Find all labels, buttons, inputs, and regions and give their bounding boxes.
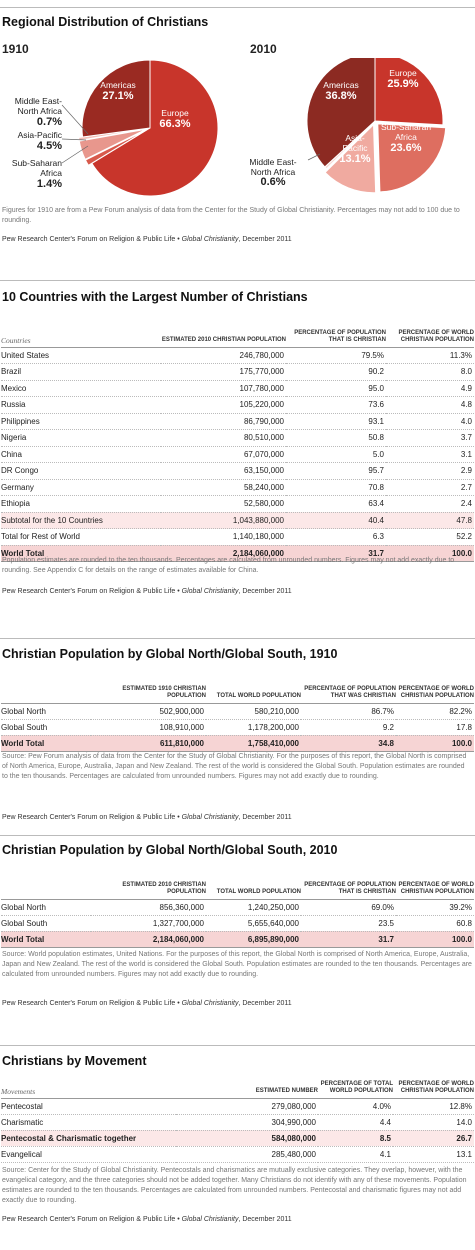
pie2010-label-asia: Asia- Pacific 13.1% bbox=[339, 133, 371, 165]
movements-credit: Pew Research Center's Forum on Religion & Public Life • Global Christianity, December 2011 bbox=[2, 1216, 292, 1223]
table-cell: 63,150,000 bbox=[161, 463, 286, 480]
table-cell: 79.5% bbox=[286, 347, 386, 364]
pie2010-label-americas: Americas 36.8% bbox=[323, 80, 359, 102]
row-label: Brazil bbox=[1, 364, 161, 381]
pie2010-label-mena: Middle East- North Africa 0.6% bbox=[249, 157, 297, 188]
table-row bbox=[1, 380, 474, 397]
table-cell: 31.7 bbox=[286, 545, 386, 562]
col-header: ESTIMATED NUMBER bbox=[176, 1068, 318, 1098]
table-cell: 2,184,060,000 bbox=[91, 931, 206, 947]
countries-rule bbox=[0, 280, 475, 281]
row-label: Germany bbox=[1, 479, 161, 496]
row-label: Global South bbox=[1, 719, 91, 735]
table-cell: 5.0 bbox=[286, 446, 386, 463]
col-header: PERCENTAGE OF WORLD CHRISTIAN POPULATION bbox=[396, 668, 474, 703]
pie2010-label-europe: Europe 25.9% bbox=[387, 68, 419, 90]
table-cell: 23.5 bbox=[301, 915, 396, 931]
row-label: World Total bbox=[1, 545, 161, 562]
table-cell: 26.7 bbox=[393, 1130, 474, 1146]
table-cell: 67,070,000 bbox=[161, 446, 286, 463]
table-cell: 4.0% bbox=[318, 1098, 393, 1114]
row-label: Pentecostal & Charismatic together bbox=[1, 1130, 176, 1146]
table-cell: 304,990,000 bbox=[176, 1114, 318, 1130]
row-label: World Total bbox=[1, 931, 91, 947]
table-cell: 58,240,000 bbox=[161, 479, 286, 496]
col-header: PERCENTAGE OF WORLD CHRISTIAN POPULATION bbox=[396, 864, 474, 899]
table-row bbox=[1, 931, 474, 947]
row-label: Charismatic bbox=[1, 1114, 176, 1130]
ns2010-note: Source: World population estimates, United Nations. For the purposes of this report, the Global North is comprised of North America, Europe, Australia, Japan and New Zealand. The rest of the world is considered the Global South. Population estimates are rounded to the ten thousands. Percentages are calculated from unrounded numbers. Figures may not add exactly due to rounding. bbox=[2, 951, 472, 978]
table-cell: 73.6 bbox=[286, 397, 386, 414]
countries-note: Population estimates are rounded to the ten thousands. Percentages are calculated from unrounded numbers. Figures may not add exactly due to rounding. See Appendix C for details on the range of estimates available for China. bbox=[2, 557, 455, 574]
table-row bbox=[1, 703, 474, 719]
table-cell: 100.0 bbox=[396, 735, 474, 751]
col-header: PERCENTAGE OF POPULATION THAT IS CHRISTIAN bbox=[286, 314, 386, 347]
table-cell: 4.4 bbox=[318, 1114, 393, 1130]
table-cell: 4.9 bbox=[386, 380, 474, 397]
table-row bbox=[1, 430, 474, 447]
ns2010-credit: Pew Research Center's Forum on Religion & Public Life • Global Christianity, December 2011 bbox=[2, 1000, 292, 1007]
year-2010-label: 2010 bbox=[250, 42, 277, 56]
table-cell: 1,758,410,000 bbox=[206, 735, 301, 751]
movements-note: Source: Center for the Study of Global Christianity. Pentecostals and charismatics are mutually exclusive categories. They overlap, however, with the evangelical category, and the three categories should not be added together. Many Christians do not identify with any of these movements. Population estimates are rounded to the ten thousands. Percentages are calculated from unrounded numbers. Pentecostal and charismatic figures may not add exactly due to rounding. bbox=[2, 1167, 467, 1204]
table-cell: 11.3% bbox=[386, 347, 474, 364]
table-cell: 100.0 bbox=[386, 545, 474, 562]
table-cell: 107,780,000 bbox=[161, 380, 286, 397]
table-cell: 279,080,000 bbox=[176, 1098, 318, 1114]
table-cell: 2.7 bbox=[386, 479, 474, 496]
row-label: Russia bbox=[1, 397, 161, 414]
table-cell: 34.8 bbox=[301, 735, 396, 751]
table-cell: 2.9 bbox=[386, 463, 474, 480]
col-header: Movements bbox=[1, 1068, 176, 1098]
row-label: Evangelical bbox=[1, 1146, 176, 1162]
pie1910-label-mena: Middle East- North Africa 0.7% bbox=[14, 96, 62, 128]
ns1910-credit: Pew Research Center's Forum on Religion & Public Life • Global Christianity, December 2011 bbox=[2, 814, 292, 821]
table-row bbox=[1, 899, 474, 915]
table-cell: 2.4 bbox=[386, 496, 474, 513]
table-row bbox=[1, 529, 474, 546]
table-row bbox=[1, 1098, 474, 1114]
table-cell: 584,080,000 bbox=[176, 1130, 318, 1146]
row-label: Philippines bbox=[1, 413, 161, 430]
table-cell: 108,910,000 bbox=[91, 719, 206, 735]
table-cell: 1,043,880,000 bbox=[161, 512, 286, 529]
col-header: PERCENTAGE OF WORLD CHRISTIAN POPULATION bbox=[393, 1068, 474, 1098]
table-cell: 1,140,180,000 bbox=[161, 529, 286, 546]
table-row bbox=[1, 1114, 474, 1130]
countries-table bbox=[1, 314, 474, 562]
table-row bbox=[1, 446, 474, 463]
ns1910-table bbox=[1, 668, 474, 752]
movements-title: Christians by Movement bbox=[2, 1054, 147, 1068]
pies-note: Figures for 1910 are from a Pew Forum analysis of data from the Center for the Study of Global Christianity. Percentages may not add to 100 due to rounding. bbox=[2, 207, 460, 224]
table-cell: 63.4 bbox=[286, 496, 386, 513]
row-label: Global North bbox=[1, 899, 91, 915]
row-label: Total for Rest of World bbox=[1, 529, 161, 546]
table-cell: 86.7% bbox=[301, 703, 396, 719]
movements-rule bbox=[0, 1045, 475, 1046]
table-cell: 8.0 bbox=[386, 364, 474, 381]
pie1910-label-europe: Europe 66.3% bbox=[159, 108, 191, 130]
table-row bbox=[1, 364, 474, 381]
table-cell: 5,655,640,000 bbox=[206, 915, 301, 931]
col-header: PERCENTAGE OF WORLD CHRISTIAN POPULATION bbox=[386, 314, 474, 347]
row-label: Global South bbox=[1, 915, 91, 931]
top-rule bbox=[0, 7, 475, 8]
col-header: TOTAL WORLD POPULATION bbox=[206, 864, 301, 899]
table-cell: 6.3 bbox=[286, 529, 386, 546]
table-row bbox=[1, 1146, 474, 1162]
table-cell: 4.1 bbox=[318, 1146, 393, 1162]
row-label: Global North bbox=[1, 703, 91, 719]
col-header bbox=[1, 864, 91, 899]
table-row bbox=[1, 413, 474, 430]
table-row bbox=[1, 347, 474, 364]
year-1910-label: 1910 bbox=[2, 42, 29, 56]
table-cell: 3.1 bbox=[386, 446, 474, 463]
col-header bbox=[1, 668, 91, 703]
table-cell: 82.2% bbox=[396, 703, 474, 719]
table-cell: 4.8 bbox=[386, 397, 474, 414]
pie1910-label-asia: Asia-Pacific 4.5% bbox=[17, 130, 62, 152]
pie1910-label-ssa: Sub-Saharan Africa 1.4% bbox=[11, 158, 62, 190]
row-label: Subtotal for the 10 Countries bbox=[1, 512, 161, 529]
row-label: Ethiopia bbox=[1, 496, 161, 513]
table-cell: 1,178,200,000 bbox=[206, 719, 301, 735]
table-cell: 93.1 bbox=[286, 413, 386, 430]
ns2010-table bbox=[1, 864, 474, 948]
table-cell: 60.8 bbox=[396, 915, 474, 931]
table-cell: 175,770,000 bbox=[161, 364, 286, 381]
table-cell: 90.2 bbox=[286, 364, 386, 381]
countries-title: 10 Countries with the Largest Number of Christians bbox=[2, 290, 308, 304]
table-cell: 52,580,000 bbox=[161, 496, 286, 513]
col-header: TOTAL WORLD POPULATION bbox=[206, 668, 301, 703]
table-cell: 502,900,000 bbox=[91, 703, 206, 719]
table-cell: 95.0 bbox=[286, 380, 386, 397]
table-cell: 285,480,000 bbox=[176, 1146, 318, 1162]
table-row bbox=[1, 463, 474, 480]
table-cell: 1,327,700,000 bbox=[91, 915, 206, 931]
table-cell: 80,510,000 bbox=[161, 430, 286, 447]
ns2010-rule bbox=[0, 835, 475, 836]
table-cell: 4.0 bbox=[386, 413, 474, 430]
table-row bbox=[1, 512, 474, 529]
col-header: PERCENTAGE OF POPULATION THAT IS CHRISTIAN bbox=[301, 864, 396, 899]
table-cell: 86,790,000 bbox=[161, 413, 286, 430]
table-cell: 580,210,000 bbox=[206, 703, 301, 719]
table-cell: 12.8% bbox=[393, 1098, 474, 1114]
table-cell: 39.2% bbox=[396, 899, 474, 915]
table-row bbox=[1, 915, 474, 931]
row-label: Nigeria bbox=[1, 430, 161, 447]
countries-credit: Pew Research Center's Forum on Religion & Public Life • Global Christianity, December 2011 bbox=[2, 588, 292, 595]
table-row bbox=[1, 397, 474, 414]
col-header: ESTIMATED 1910 CHRISTIAN POPULATION bbox=[91, 668, 206, 703]
table-row bbox=[1, 735, 474, 751]
table-cell: 95.7 bbox=[286, 463, 386, 480]
table-row bbox=[1, 1130, 474, 1146]
table-row bbox=[1, 479, 474, 496]
col-header: PERCENTAGE OF POPULATION THAT WAS CHRISTIAN bbox=[301, 668, 396, 703]
row-label: China bbox=[1, 446, 161, 463]
table-cell: 47.8 bbox=[386, 512, 474, 529]
ns1910-rule bbox=[0, 638, 475, 639]
table-cell: 70.8 bbox=[286, 479, 386, 496]
col-header: PERCENTAGE OF TOTAL WORLD POPULATION bbox=[318, 1068, 393, 1098]
col-header: ESTIMATED 2010 CHRISTIAN POPULATION bbox=[91, 864, 206, 899]
table-cell: 611,810,000 bbox=[91, 735, 206, 751]
row-label: DR Congo bbox=[1, 463, 161, 480]
pie1910-label-americas: Americas 27.1% bbox=[100, 80, 136, 102]
pies-title: Regional Distribution of Christians bbox=[2, 15, 209, 29]
table-cell: 9.2 bbox=[301, 719, 396, 735]
table-cell: 31.7 bbox=[301, 931, 396, 947]
row-label: World Total bbox=[1, 735, 91, 751]
col-header: ESTIMATED 2010 CHRISTIAN POPULATION bbox=[161, 314, 286, 347]
table-cell: 52.2 bbox=[386, 529, 474, 546]
table-cell: 8.5 bbox=[318, 1130, 393, 1146]
table-cell: 50.8 bbox=[286, 430, 386, 447]
pies-credit: Pew Research Center's Forum on Religion & Public Life • Global Christianity, December 2011 bbox=[2, 236, 292, 243]
table-cell: 14.0 bbox=[393, 1114, 474, 1130]
table-cell: 40.4 bbox=[286, 512, 386, 529]
table-cell: 6,895,890,000 bbox=[206, 931, 301, 947]
row-label: United States bbox=[1, 347, 161, 364]
movements-table bbox=[1, 1068, 474, 1163]
table-cell: 1,240,250,000 bbox=[206, 899, 301, 915]
table-cell: 856,360,000 bbox=[91, 899, 206, 915]
table-row bbox=[1, 719, 474, 735]
table-cell: 13.1 bbox=[393, 1146, 474, 1162]
col-header: Countries bbox=[1, 314, 161, 347]
ns1910-title: Christian Population by Global North/Global South, 1910 bbox=[2, 647, 338, 661]
table-cell: 246,780,000 bbox=[161, 347, 286, 364]
table-cell: 100.0 bbox=[396, 931, 474, 947]
table-cell: 69.0% bbox=[301, 899, 396, 915]
table-cell: 17.8 bbox=[396, 719, 474, 735]
pie2010-label-ssa: Sub-Saharan Africa 23.6% bbox=[380, 122, 432, 154]
ns2010-title: Christian Population by Global North/Global South, 2010 bbox=[2, 843, 338, 857]
table-cell: 2,184,060,000 bbox=[161, 545, 286, 562]
row-label: Pentecostal bbox=[1, 1098, 176, 1114]
ns1910-note: Source: Pew Forum analysis of data from the Center for the Study of Global Christianity. For the purposes of this report, the Global North is comprised of North America, Europe, Australia, Japan and New Zealand. The rest of the world is considered the Global South. Population estimates are rounded to the ten thousands. Percentages are calculated from unrounded numbers. Figures may not add exactly due to rounding. bbox=[2, 753, 467, 780]
table-row bbox=[1, 496, 474, 513]
table-cell: 105,220,000 bbox=[161, 397, 286, 414]
row-label: Mexico bbox=[1, 380, 161, 397]
table-cell: 3.7 bbox=[386, 430, 474, 447]
